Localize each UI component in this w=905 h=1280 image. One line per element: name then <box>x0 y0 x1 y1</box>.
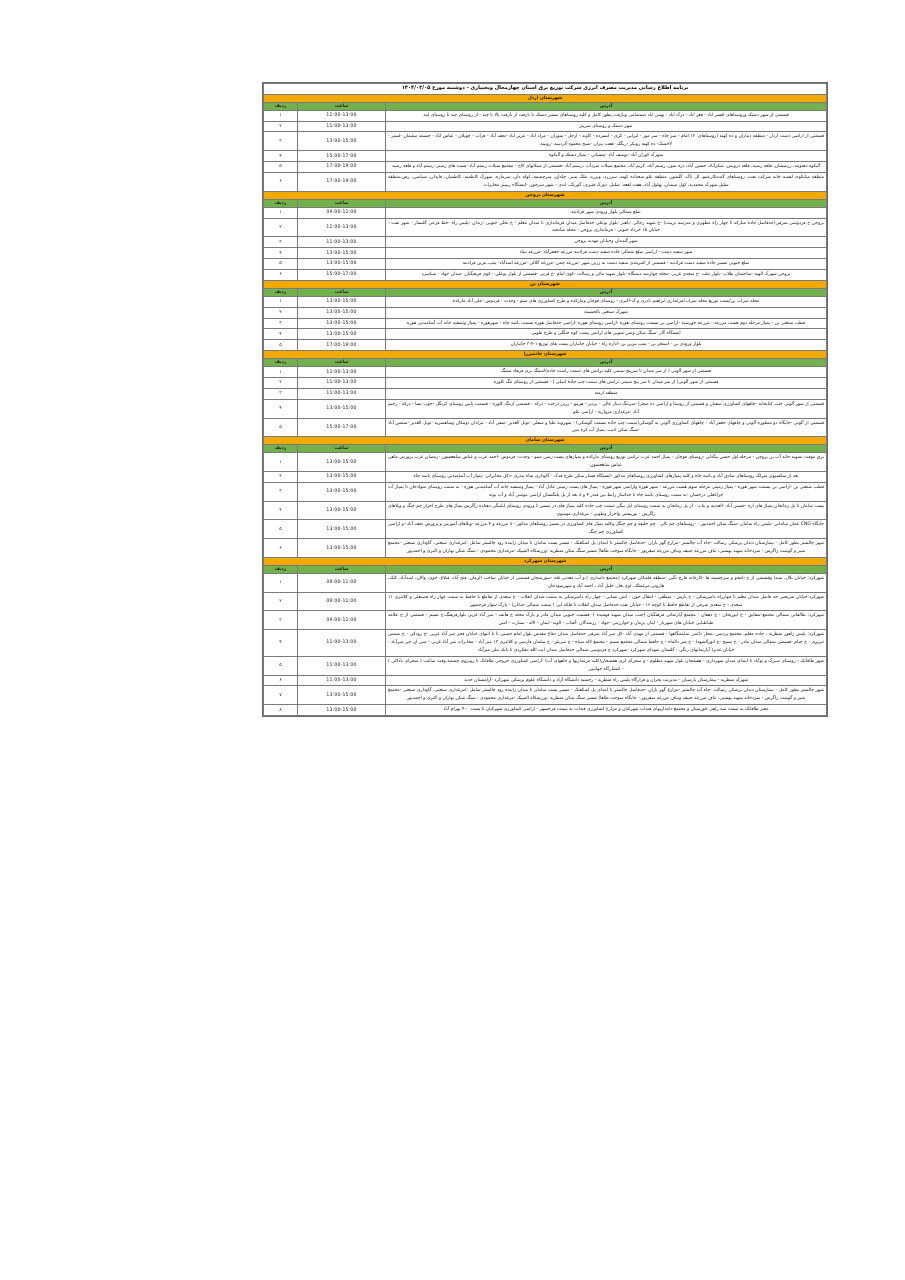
outage-address: منطقه میانکوه، لقمیه خانه شرکت نفت، روستاهای گندمکارعمو، لل ناک، گلشور، منطقه علو سعداده کهنه، سرزرد، وبزرد، ملک شیر، چلدان، سرچشمه، لوله دان، سرمازه، شهرک کاظمیه، کاظمیان، قایدان، شیاسی، رفن،منطقه شلیل،شهرک محمدیه، کول میشان، یهلول آباد، هفت لقعه، شلیل، دورک قنبری، گورتک، اندی - شهر سرخون -ایستگاه ریپیتر مخابرات <box>386 172 827 191</box>
column-header-address: آدرس <box>386 565 827 573</box>
column-header-row <box>264 359 827 367</box>
outage-time: 13:00-15:00 <box>298 329 386 340</box>
outage-address: بروجن خ فردوسی شرقی(حدفاصل جاده مبارکه تا چهار راه مطهری و مدرسه تربیت) -خ شهید رجائی -باهنر -بلوار بوعلی حدفاصل میدان فرمانداری تا میدان معلم - خ نخلی جنوبی -زندان -پلیس راه -خط فرعی گلبسار - شهر نفت - خیابان ۱۵ خرداد جنوبی - فرمانداری بروجن - محله صادقیه <box>386 218 827 237</box>
outage-address: بعد از سکسیونر شرلک روستاهای صادق آباد و یاسه چاه و کلیه پمپاژهای کشاورزی روستاهای مذکور -ایستگاه فشار شکن طرح فدک - گاوداری شاه بندری -دکل مخابراتی -پمپاژ آب آشامیدنی روستای یاسه چاه <box>386 472 827 483</box>
table-row <box>264 611 827 630</box>
county-name: شهرستان خانمیرزا <box>264 351 827 359</box>
row-number: ۴ <box>264 248 298 259</box>
table-row <box>264 520 827 539</box>
column-header-row-number: ردیف <box>264 565 298 573</box>
column-header-address: آدرس <box>386 199 827 207</box>
table-row <box>264 318 827 329</box>
row-number: ۶ <box>264 675 298 686</box>
outage-time: 13:00-15:00 <box>298 482 386 501</box>
outage-time: 13:00-15:00 <box>298 259 386 270</box>
outage-time: 13:00-15:00 <box>298 501 386 520</box>
row-number: ۱ <box>264 110 298 121</box>
outage-time: 11:00-13:00 <box>298 110 386 121</box>
outage-time: 09:00-11:00 <box>298 573 386 592</box>
row-number: ۵ <box>264 656 298 675</box>
outage-schedule-table <box>263 83 827 716</box>
table-row <box>264 656 827 675</box>
outage-address: شهر چالشتر بطور کامل - بیمارستان دندان پزشکی رسالت -چاه آب چالشتر -مزارع گهر باران -حدفاصل چالشتر تا ابتدای پل اشکفتک - مسیر پست سامان تا میدان زاینده رود چالشتر شامل :امرغداری صنعتی، گاوداری صنعتی -مجتمع شیر و گوشت زاگرس - سردخانه شهید بهشتی، تباف مزرعه حنیف وتباف مزرعه صفرپور - جایگاه سوخت طاها) مسیر سنگ شکن منظریه -ورزشکاه المپیک -مرغداری محمودی - سنگ شکن بهاران و اکبری و احمدپور <box>386 539 827 558</box>
row-number: ۱ <box>264 367 298 378</box>
row-number: ۵ <box>264 340 298 351</box>
outage-address: شهر دشتک و روستای سرپیر <box>386 121 827 132</box>
county-header-row <box>264 191 827 199</box>
table-row <box>264 218 827 237</box>
row-number: ۴ <box>264 329 298 340</box>
row-number: ۲ <box>264 121 298 132</box>
table-row <box>264 501 827 520</box>
column-header-row <box>264 288 827 296</box>
table-row <box>264 675 827 686</box>
column-header-row-number: ردیف <box>264 199 298 207</box>
outage-address: محله سراب بن/پست توزیع محله سراب/مرغداری ابراهیم نادری و ک-اکبری - روستای قوچان ومارکده و طرح کشاورزی های مینو - وحدت - فردوس -علی آباد مارکده <box>386 296 827 307</box>
county-name: شهرستان بن <box>264 280 827 288</box>
column-header-row-number: ردیف <box>264 288 298 296</box>
outage-time: 17:00-19:00 <box>298 172 386 191</box>
outage-address: آلیکوه دهنوتند، زرمیشان، قلعه رشید، قلعه درویش، شکرآباد، حسین آباد، دره شور، رستم آباد، کریم آباد، مجتمع شیلات سردآب ،رستم آباد -قسمتی از شبلاتهای کاخ - مجتمع شیلات رستم آباد -پست های زمینی رستم آباد و قلعه رشید <box>386 162 827 173</box>
outage-address: پست سامان تا پل زمانخان پمپاژ های اره -حسین آباد -الغدنیه و بناب - از پل زمانخان به سمت روستای ایل بیگی سمت چپ جاده کلیه پمپاژ های در مسیر تا ورودی روستای ایلبیگی دهکده زاگرس پمپاژ های طرح احرار چم چنگ و ویلاهای زاگرس - یورپستی واحرار وطوبی - مرغداری موسوی <box>386 501 827 520</box>
column-header-row-number: ردیف <box>264 445 298 453</box>
row-number: ۴ <box>264 501 298 520</box>
table-row <box>264 248 827 259</box>
column-header-time: ساعت <box>298 565 386 573</box>
outage-address: شهر سفید دشت - اراضی ضلع شمالی جاده سفید دشت فرادنبه مزرعه جعفرآباد -مزرعه بنیاد <box>386 248 827 259</box>
outage-address: ایستگاه گاز -سنگ شکن وشن شویی های اراضی پشت کوه جنگلی و طرح طوبی <box>386 329 827 340</box>
outage-address: ضلع جنوبی مسیر جاده سفید دشت فرادنبه - قسمتی از کمربندی سفید دشت به زرین شهر -مزرعه چمن -مزرعه گلالی -مزرعه اسدآباد- پمپ بنزین فرادنبه <box>386 259 827 270</box>
row-number: ۴ <box>264 151 298 162</box>
outage-address: شهر گندمان وخیابان مهدیه بروجن <box>386 237 827 248</box>
column-header-time: ساعت <box>298 288 386 296</box>
county-header-row <box>264 94 827 102</box>
table-row <box>264 388 827 399</box>
outage-time: 09:00-11:00 <box>298 611 386 630</box>
table-row <box>264 418 827 437</box>
row-number: ۱ <box>264 296 298 307</box>
column-header-time: ساعت <box>298 445 386 453</box>
outage-address: شهرک صنعتی بالجشمه <box>386 307 827 318</box>
outage-address: شهرکرد: طالقانی شمالی مجتمع شقایق - خ ابوریحان - خ دهقان - مجتمع آپارتمانی فرهنگیان (جنب میدان شهید فهمیده ) -قسمت جنوبی میدان مادر و پارک محله خ هاتف - میر آباد غربی بلوارفرهنگ،خ نسیم - قسمتی از خ علامه طباطبایی خیابان های شهریار - ایثار، پژمان و خوارزمی -جهاد - رزمندگان -آفتاب - الوند- ایمان - لاله - بشارت - امین <box>386 611 827 630</box>
table-row <box>264 705 827 716</box>
row-number: ۲ <box>264 472 298 483</box>
table-row <box>264 482 827 501</box>
table-row <box>264 172 827 191</box>
outage-time: 13:00-15:00 <box>298 539 386 558</box>
row-number: ۵ <box>264 520 298 539</box>
outage-time: 15:00-17:00 <box>298 269 386 280</box>
column-header-time: ساعت <box>298 359 386 367</box>
row-number: ۶ <box>264 172 298 191</box>
row-number: ۱ <box>264 453 298 472</box>
outage-address: قسمتی از شهر دشتک وروستاهای افسر اباد - فغر اباد - دزک اباد - بهمن اباد صمصامی وبازفت بطور کامل و کلیه روستاهای مسیر دشتک تا بازفت از بازفت بالا تا چبد - از روستای چبد تا روستای ابید <box>386 110 827 121</box>
row-number: ۳ <box>264 388 298 399</box>
column-header-address: آدرس <box>386 359 827 367</box>
row-number: ۲ <box>264 592 298 611</box>
outage-address: بلوار ورودی بن - استخر بن - پمپ بنزین بن -اداره راه - خیابان جانباران پست های توزیع ۱-۲-۳ جانباران <box>386 340 827 351</box>
county-header-row <box>264 280 827 288</box>
outage-time: 17:00-19:00 <box>298 340 386 351</box>
table-row <box>264 630 827 657</box>
table-row <box>264 378 827 389</box>
table-row <box>264 472 827 483</box>
outage-time: 11:00-13:00 <box>298 237 386 248</box>
outage-address: شهرک کوران آباد -یوسف آباد -نیسیانی - پمپاژ دشتک و آلیکوه <box>386 151 827 162</box>
outage-time: 11:00-13:00 <box>298 388 386 399</box>
table-row <box>264 453 827 472</box>
outage-time: 13:00-15:00 <box>298 520 386 539</box>
county-header-row <box>264 351 827 359</box>
county-name: شهرستان اردل <box>264 94 827 102</box>
outage-time: 13:00-15:00 <box>298 705 386 716</box>
outage-schedule-sheet <box>262 82 828 717</box>
outage-time: 11:00-13:00 <box>298 656 386 675</box>
outage-time: 11:00-13:00 <box>298 630 386 657</box>
row-number: ۲ <box>264 378 298 389</box>
column-header-row <box>264 565 827 573</box>
column-header-row-number: ردیف <box>264 359 298 367</box>
outage-time: 11:00-13:00 <box>298 675 386 686</box>
column-header-row-number: ردیف <box>264 102 298 110</box>
outage-time: 13:00-15:00 <box>298 318 386 329</box>
table-row <box>264 110 827 121</box>
outage-time: 13:00-15:00 <box>298 453 386 472</box>
outage-address: برق موقت تصویه خانه آب بن بروجن - مرحله اول حسن بیگدلی -روستای قوچان - پمپاژ احمد عرب ترانس توزیع روستای مارکده و پمپاژهای پست زمین مینو - وحدت- فردوس -احمد عرب و عباس شاهعسون -رمضان عرب پرورش ماهی عباس شاهعسون <box>386 453 827 472</box>
outage-address: بروجن شهرک الهیه -ساختمان طلاب -بلوار ملت -خ سعدی غربی -محله چهارصد دستگاه -بلوار شهید بنائی و رسالت -کوی امام -خ قرنی -قسمتی از بلوار بوعلی - کوی فرهنگیان -میدان جهاد - سیاسرد <box>386 269 827 280</box>
county-header-row <box>264 557 827 565</box>
outage-address: معبر طاقانک به سمت سه راهی خوزستان و مجتمع دامداریهای قنداب شهرکیان و مزارع کشاورزی قنداب به سمت فرخشهر - اراضی کشاورزی شهرکیان تا پست ۴۰۰ بهرام آباد <box>386 705 827 716</box>
row-number: ۵ <box>264 259 298 270</box>
outage-time: 13:00-15:00 <box>298 686 386 705</box>
outage-address: قطب صنعتی بن -اراضی بن بسمت شهر هوره - پمپاژ زمینی مرحله سوم هشت مزرعه - شهر هوره واراضی شهر هوره - پمپاژ های پست زمینی عادل آباد - پمپاژ وتصفیه خانه آب آشامیدنی هوره - به سمت روستای سوادجان تا پمپاژ آب چراغعلی درخشان -به سمت روستای یاسه چاه تا جداساز رابط بین فیدر ۴ و ۸ بعد از پل پلنگستان اراضی موسی آباد و آب یونه <box>386 482 827 501</box>
row-number: ۳ <box>264 611 298 630</box>
table-row <box>264 207 827 218</box>
outage-time: 09:00-11:00 <box>298 592 386 611</box>
table-row <box>264 399 827 418</box>
row-number: ۷ <box>264 686 298 705</box>
row-number: ۳ <box>264 132 298 151</box>
table-row <box>264 367 827 378</box>
county-name: شهرستان بروجن <box>264 191 827 199</box>
outage-address: شهر طاقانک - روستای سبرک و نوآباد تا ابتدای میدان شهرداری - هفشجان بلوار شهید مظلوم - و صحرای لری هفشجان(کلیه مرغداریها و چاههای آب) -اراضی کشاورزی خروجی طاقانک تا روبروی چشمه وقت ساعت ( صحرای باداکی ) - کشتارگاه جهانبین <box>386 656 827 675</box>
table-row <box>264 340 827 351</box>
table-row <box>264 573 827 592</box>
row-number: ۵ <box>264 418 298 437</box>
table-row <box>264 121 827 132</box>
row-number: ۶ <box>264 269 298 280</box>
outage-time: 11:00-13:00 <box>298 121 386 132</box>
outage-address: قسمتی از شهر آلونی( از سر میدان تا سر پیچ سیمی ترانس های سمت چپ جاده اصلی ) - قسمتی از روستای تنگ کلوره <box>386 378 827 389</box>
row-number: ۳ <box>264 318 298 329</box>
column-header-address: آدرس <box>386 445 827 453</box>
table-row <box>264 269 827 280</box>
column-header-address: آدرس <box>386 102 827 110</box>
outage-address: قطب صنعتی بن - پمپاژ مرحله دوم هشت مزرعه - مزرعه خورشید -اراضی بن بسمت روستای هوره -اراضی روستای هوره -اراضی حدفاصل هوره بسمت یاسه چاه - شهرهوره - پمپاژ وتصفیه خانه آب آشامیدنی هوره <box>386 318 827 329</box>
outage-time: 13:00-15:00 <box>298 248 386 259</box>
row-number: ۴ <box>264 630 298 657</box>
row-number: ۱ <box>264 573 298 592</box>
outage-address: شهرکرد: پلیس راهور منظریه ، جاده معلم، مجتمع پردیس ،محل دائمی نمایشگاهها - قسمتی از مهدی آباد -کل میر آباد شرقی حدفاصل میدان دفاع مقدس بلوار امام خمینی تا تا انتهای خیابان فجر میر آباد غربی -خ رودکی - خ شمس تبریزی - خ خیام -قسمتی شمالی میدان مادر - خ بسیج -خ انورالشهدا - خ میر دالماه - خ حافظ شمالی مجتمع نسیم - مجتمع لاله سیاه - خ سربلز - خ سلمان فارسی و کلانتری ۱۳ میر آباد - مخابرات میر آباد غربی - سی ان جی میرآباد - خیابان غدیر( آپارتمانهای رنگی - گلستان شهدای شهرکرد -شهرکرد خ فردوسی شمالی حدفاصل میدان ایت الله دهکردی تا بانک ملی میرآباد <box>386 630 827 657</box>
outage-address: قسمتی از اراضی دشت اردل - منطقه دیناران و ده کهنه (روستاهای: ۱۲ امام - سر چاه - سر مور - لیرابی - کری - ابسرده - کاوند - ارجل - شوران - مراد اباد - عزیز اباد -نجف آباد - قراب - چویلان - عباس اباد - چشمه سلیمان -لشتر - لاخشک- ده کهنه رویکر -ریگک -هفت پیران -شیخ محمود-گردبینه -رویینه <box>386 132 827 151</box>
outage-address: قسمتی از آلونی -جایگاه دو منظوره آلونی و چاههای جعفر آباد - چاههای کشاورزی آلونی به گوشکی(سمت چپ جاده بسمت گوشکی) - شهروبه علیا و سفلی -نوتل الغدیر -صفی آباد - مرادان دومکان وشاهضریه -نوتل الغدیر -شمس آباد -سنگ شکن ادیب، پمپاژ آب کره بس <box>386 418 827 437</box>
outage-time: 13:00-15:00 <box>298 472 386 483</box>
outage-address: شهرکرد: خیابان بلال، شبدا وقسمتی از خ نامجو و سرچشمه ها -کارخانه قارچ نگین -منطقه قلمکان شهرکرد (مجتمع دامداری ) و آب معدنی قله -سورشجان قسمتی از خیابان صاحب الزمان، فتح آباد، قبلاغ، خوی، والان، اسدآباد، کتک، هارونی،مرغملک، اوج بغار، خلیل آباد ، احمد آباد و شهرسودجان <box>386 573 827 592</box>
column-header-row <box>264 445 827 453</box>
outage-address: شهر چالشتر بطور کامل - بیمارستان دندان پزشکی رسالت -چاه آب چالشتر -مزارع گهر باران -حدفاصل چالشتر تا ابتدای پل اشکفتک - مسیر پست سامان تا میدان زاینده رود چالشتر شامل :امرغداری صنعتی، گاوداری صنعتی -مجتمع شیر و گوشت زاگرس - سردخانه شهید بهشتی، تباف مزرعه حنیف وتباف مزرعه صفرپور - جایگاه سوخت طاها) مسیر سنگ شکن منظریه -ورزشکاه المپیک -مرغداری محمودی - سنگ شکن بهاران و اکبری و احمدپور <box>386 686 827 705</box>
row-number: ۴ <box>264 399 298 418</box>
table-row <box>264 592 827 611</box>
row-number: ۶ <box>264 539 298 558</box>
sections-container <box>264 94 827 715</box>
row-number: ۳ <box>264 237 298 248</box>
county-name: شهرستان شهرکرد <box>264 557 827 565</box>
table-row <box>264 307 827 318</box>
column-header-time: ساعت <box>298 199 386 207</box>
outage-address: منطقه ارمند <box>386 388 827 399</box>
table-row <box>264 259 827 270</box>
row-number: ۸ <box>264 705 298 716</box>
table-row <box>264 132 827 151</box>
table-row <box>264 162 827 173</box>
row-number: ۵ <box>264 162 298 173</box>
outage-address: شهرکرد:خیابان شریعتی حد فاصل میدان معلم تا چهارراه دامپزشکی - خ پارس - منطقی - انتقال خون - اتش نشانی - چهار راه دامپزشکی به سمت میدان انقلاب - خ سعدی از تقاطع با حافظ به سمت چهار راه قصبعلی و کلانتری ۱۱ سعدی - خ سعدی شرقی از تقاطع حافظ تا کوچه ۱۶ - خیابان نفت حدفاصل میدان انقلاب تا فلکه ابی ( سمت شمالی خیابان) - پارک سوار فرخشهر <box>386 592 827 611</box>
outage-time: 17:00-19:00 <box>298 162 386 173</box>
table-row <box>264 151 827 162</box>
outage-address: جایگاه CNG عمان سامانی -پلیس راه سامان -سنگ شکن احمدپور - -روستاهای چم نالی . چم خلیفه و چم جنگل وکلیه پمپاژ های کشاورزی در مسیر روستاهای مذکور - ۸ مزرعه و ۴ مزرعه -ویلاهای آموزش و پرورش نجف آباد -و اراضی کشاورزی چم چنگ <box>386 520 827 539</box>
row-number: ۱ <box>264 207 298 218</box>
row-number: ۲ <box>264 307 298 318</box>
outage-time: 15:00-17:00 <box>298 151 386 162</box>
county-name: شهرستان سامان <box>264 437 827 445</box>
column-header-row <box>264 102 827 110</box>
county-header-row <box>264 437 827 445</box>
table-row <box>264 329 827 340</box>
row-number: ۳ <box>264 482 298 501</box>
outage-address: شهرک منظریه - بیمارستان پارسیان - مدیریت بحران و فرارگاه پلیس راه منظریه - رحمتیه دانشگاه آزاد و دانشگاه علوم پزشکی شهرکرد -آرامستان جدید <box>386 675 827 686</box>
outage-time: 11:00-13:00 <box>298 378 386 389</box>
outage-time: 13:00-15:00 <box>298 296 386 307</box>
outage-time: 13:00-15:00 <box>298 307 386 318</box>
table-row <box>264 539 827 558</box>
outage-time: 13:00-15:00 <box>298 399 386 418</box>
column-header-row <box>264 199 827 207</box>
outage-time: 15:00-17:00 <box>298 418 386 437</box>
outage-address: ضلع شمالی بلوار ورودی شهر فرادنبه <box>386 207 827 218</box>
document-title-row <box>264 84 827 95</box>
row-number: ۲ <box>264 218 298 237</box>
outage-time: 13:00-15:00 <box>298 132 386 151</box>
column-header-time: ساعت <box>298 102 386 110</box>
table-row <box>264 686 827 705</box>
outage-address: قسمتی از شهر آلونی جنب کتابخانه -چاههای کشاورزی سفیان و قسمتی از روستا و اراضی ده صحرا -سرتنگ دینار عالی - بردبر - هرمو - زرین درخت - درکه - قسمتی ازتنگ کلوره - قسمت پایین روستای کرنگل -حوب نسا - درکه - رحیم آباد -مرغداری مروارید - اراضی علو <box>386 399 827 418</box>
table-row <box>264 296 827 307</box>
table-row <box>264 237 827 248</box>
table-body <box>264 84 827 95</box>
page-title: برنامه اطلاع رسانی مدیریت مصرف انرژی شرکت توزیع برق استان چهارمحال وبختیاری - دوشنبه مورخ ۱۴۰۴/۰۳/۰۵ <box>264 84 827 95</box>
outage-time: 11:00-13:00 <box>298 367 386 378</box>
outage-time: 11:00-13:00 <box>298 218 386 237</box>
outage-time: 09:00-11:00 <box>298 207 386 218</box>
outage-address: قسمتی از شهر آلونی ( از سر میدان تا سرپیچ سیمی کلیه ترانس های سمت راست جاده)استنگ بری فرهاد ستنگ <box>386 367 827 378</box>
column-header-address: آدرس <box>386 288 827 296</box>
